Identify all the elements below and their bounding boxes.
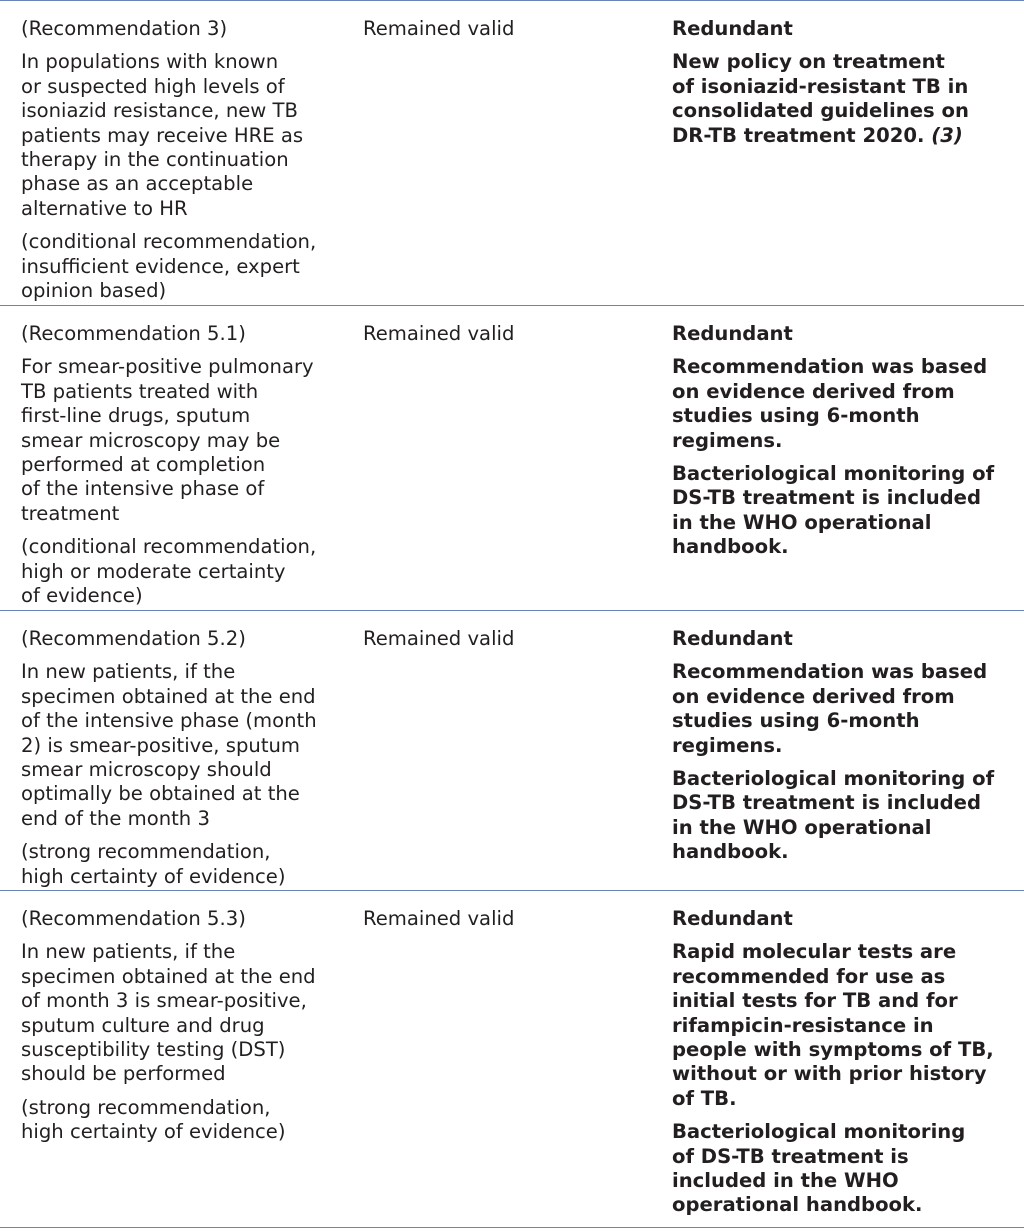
recommendation-strength: (conditional recommendation, high or moderate certainty of evidence) bbox=[21, 535, 317, 608]
decision-cell bbox=[672, 1, 1017, 148]
rationale-text: Rapid molecular tests are recommended for use as initial tests for TB and for rifampicin-resistance in people with symptoms of TB, without or with prior history of TB. bbox=[672, 940, 994, 1110]
recommendation-cell bbox=[21, 1, 341, 303]
decision-label: Redundant bbox=[672, 627, 793, 650]
table-row bbox=[0, 305, 1024, 610]
rationale-text: Recommendation was based on evidence derived from studies using 6-month regimens. bbox=[672, 660, 988, 757]
recommendation-strength: (conditional recommendation, insufficient evidence, expert opinion based) bbox=[21, 230, 317, 303]
recommendation-cell bbox=[21, 611, 341, 889]
decision-cell bbox=[672, 891, 1017, 1218]
decision-cell bbox=[672, 611, 1017, 865]
status-text: Remained valid bbox=[363, 322, 515, 345]
rationale-text: Bacteriological monitoring of DS-TB treatment is included in the WHO operational handbook. bbox=[672, 767, 995, 864]
rationale-text: Bacteriological monitoring of DS-TB treatment is included in the WHO operational handbook. bbox=[672, 462, 995, 559]
status-cell bbox=[363, 1, 653, 41]
recommendation-strength: (strong recommendation, high certainty of evidence) bbox=[21, 840, 286, 888]
rationale-text: Recommendation was based on evidence derived from studies using 6-month regimens. bbox=[672, 355, 988, 452]
rationale-text: Bacteriological monitoring of DS-TB treatment is included in the WHO operational handbook. bbox=[672, 1120, 966, 1217]
decision-label: Redundant bbox=[672, 17, 793, 40]
recommendation-text: In new patients, if the specimen obtained at the end of month 3 is smear-positive, sputum culture and drug susceptibility testing (DST) should be performed bbox=[21, 940, 316, 1086]
status-text: Remained valid bbox=[363, 907, 515, 930]
recommendation-ref: (Recommendation 5.2) bbox=[21, 627, 246, 650]
recommendation-text: In populations with known or suspected high levels of isoniazid resistance, new TB patients may receive HRE as therapy in the continuation phase as an acceptable alternative to HR bbox=[21, 50, 304, 220]
decision-cell bbox=[672, 306, 1017, 560]
recommendation-ref: (Recommendation 3) bbox=[21, 17, 228, 40]
table-row bbox=[0, 890, 1024, 1228]
status-cell bbox=[363, 306, 653, 346]
decision-label: Redundant bbox=[672, 907, 793, 930]
status-text: Remained valid bbox=[363, 627, 515, 650]
rationale-text: New policy on treatment of isoniazid-resistant TB in consolidated guidelines on DR-TB treatment 2020. (3) bbox=[672, 50, 969, 147]
recommendation-cell bbox=[21, 891, 341, 1145]
citation: (3) bbox=[931, 123, 963, 147]
recommendation-strength: (strong recommendation, high certainty of evidence) bbox=[21, 1095, 286, 1144]
status-text: Remained valid bbox=[363, 17, 515, 40]
recommendation-ref: (Recommendation 5.1) bbox=[21, 322, 246, 345]
recommendation-text: For smear-positive pulmonary TB patients treated with first-line drugs, sputum smear microscopy may be performed at completion of the intensive phase of treatment bbox=[21, 355, 314, 525]
status-cell bbox=[363, 891, 653, 931]
table-row bbox=[0, 0, 1024, 305]
table-row bbox=[0, 610, 1024, 890]
decision-label: Redundant bbox=[672, 322, 793, 345]
recommendation-cell bbox=[21, 306, 341, 608]
status-cell bbox=[363, 611, 653, 651]
recommendation-ref: (Recommendation 5.3) bbox=[21, 907, 246, 930]
recommendation-text: In new patients, if the specimen obtained at the end of the intensive phase (month 2) is smear-positive, sputum smear microscopy should optimally be obtained at the end of the month 3 bbox=[21, 660, 317, 830]
